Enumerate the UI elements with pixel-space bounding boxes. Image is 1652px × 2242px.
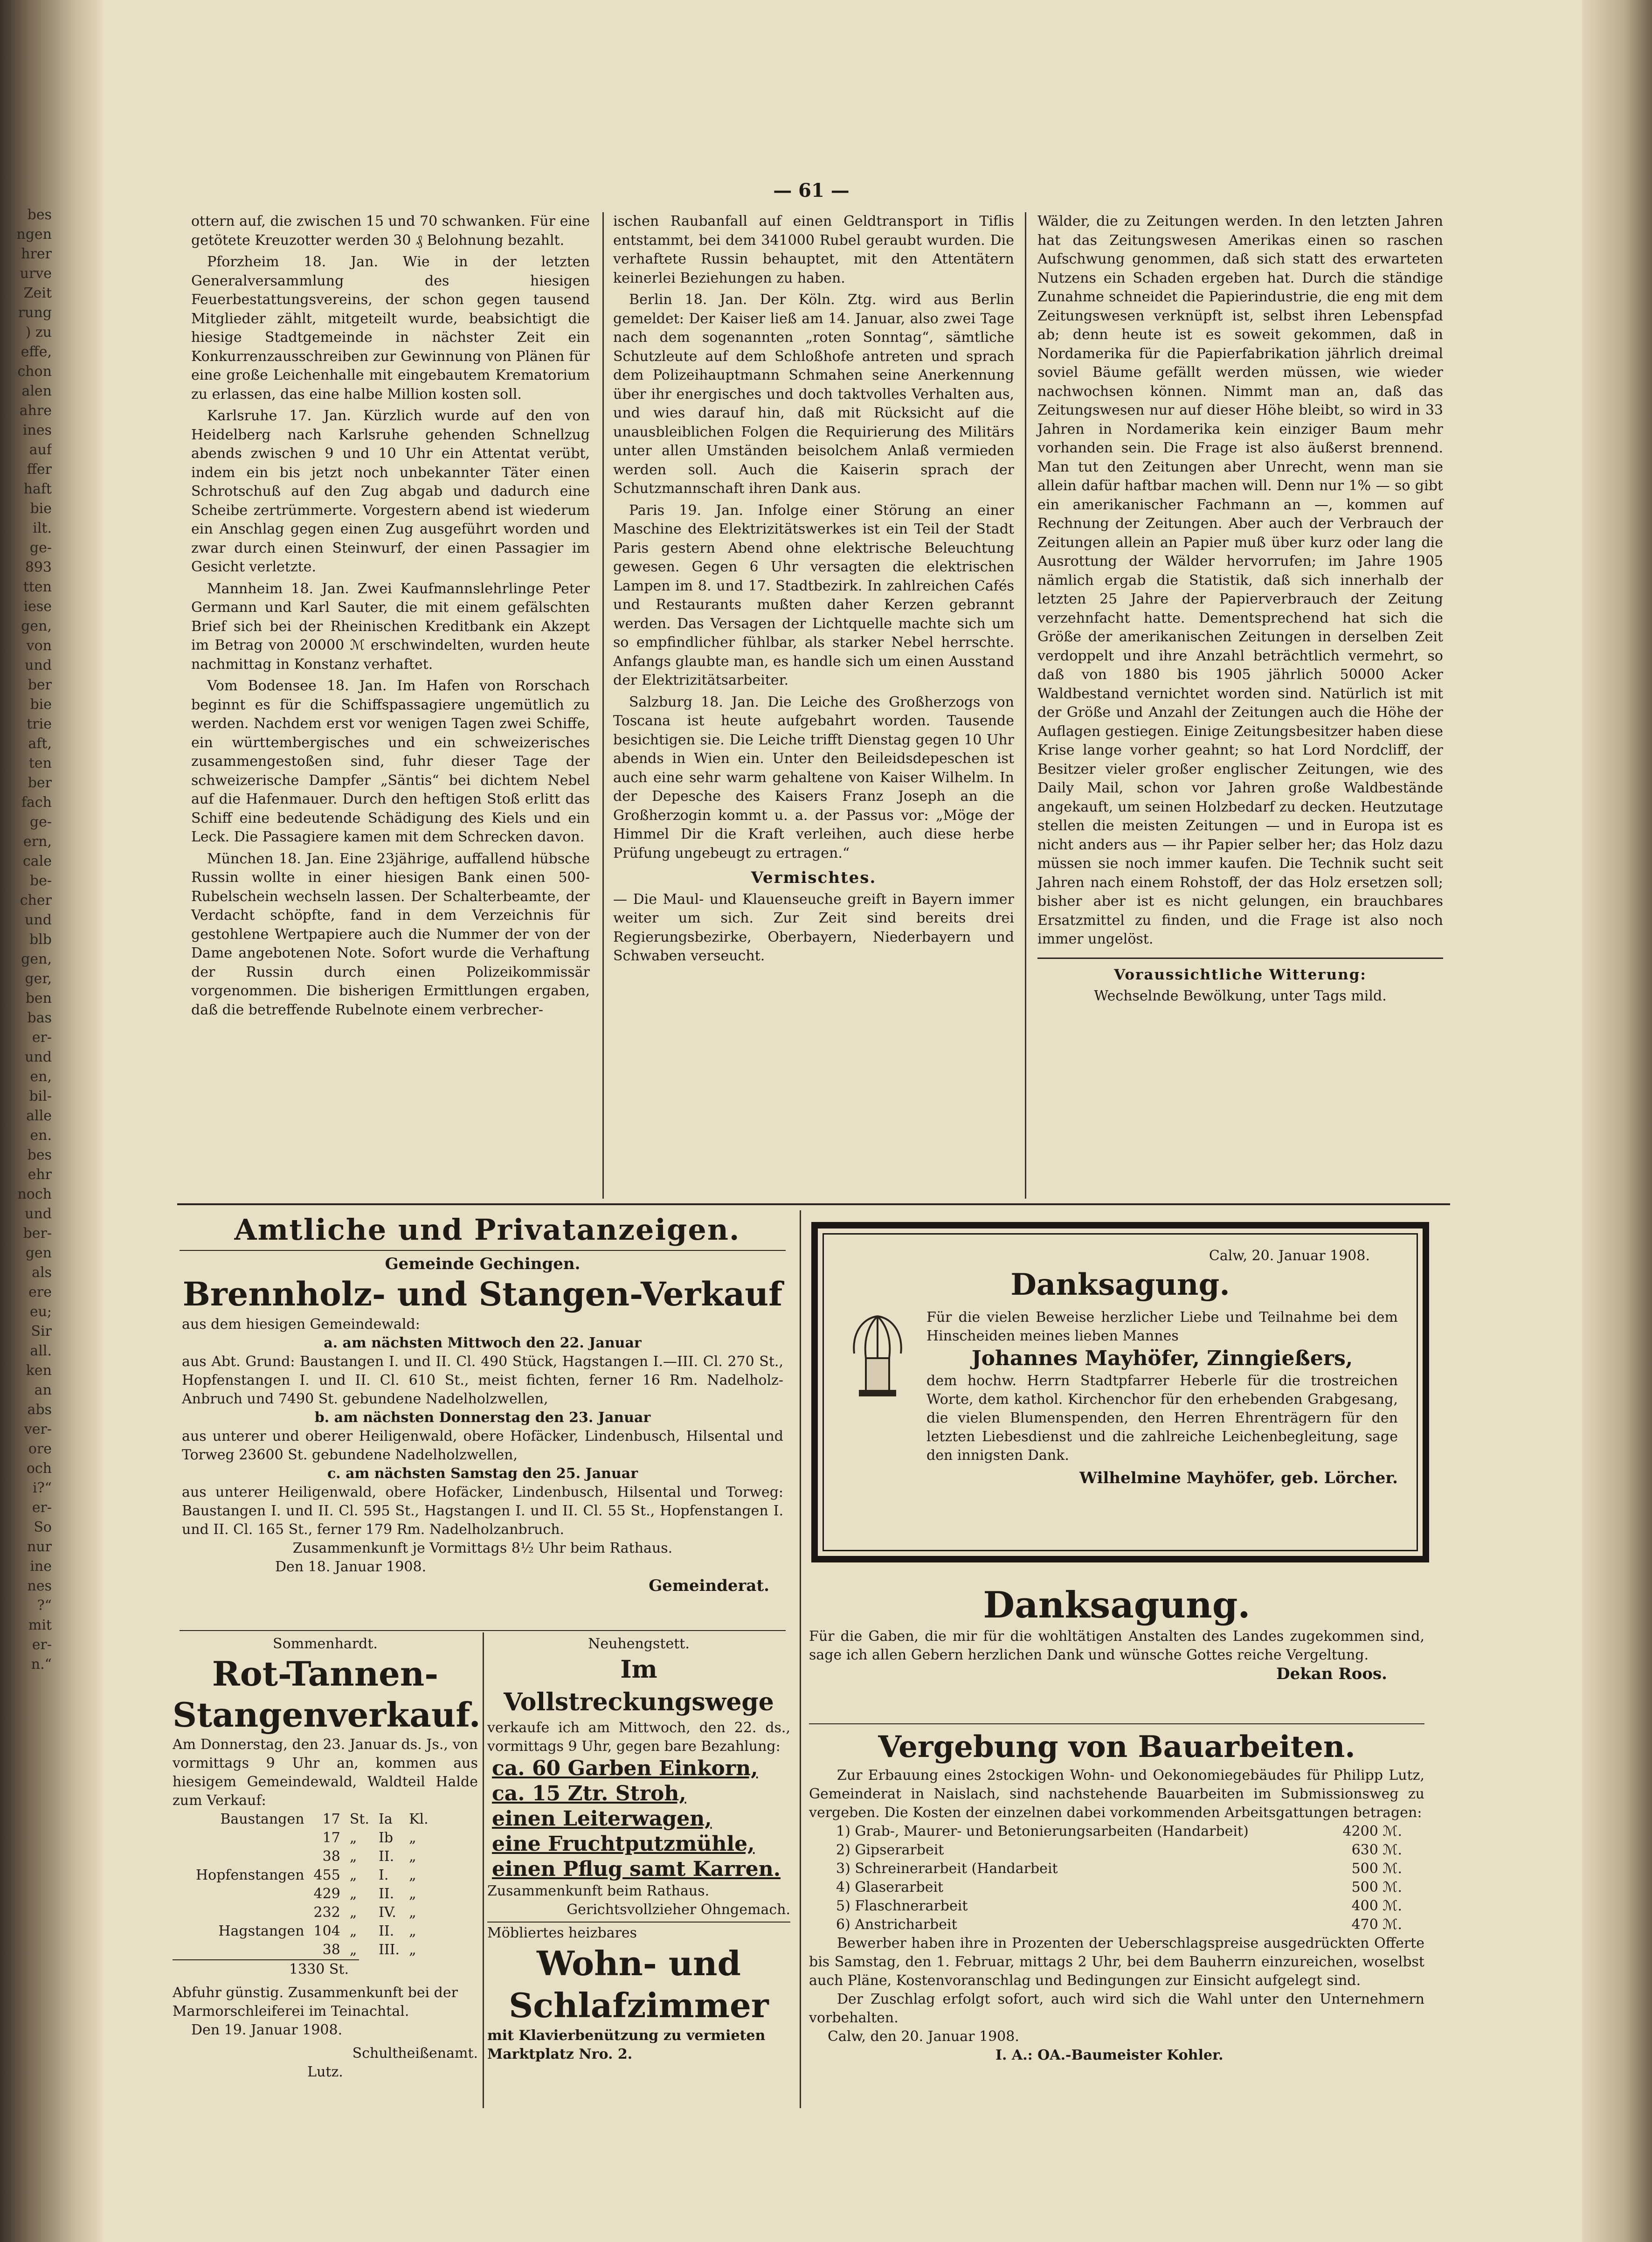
table-cell: „ bbox=[409, 1942, 416, 1958]
table-cell bbox=[191, 1847, 309, 1866]
danksagung-text-2: dem hochw. Herrn Stadtpfarrer Heberle für die trostreichen Worte, dem kathol. Kirchenchor für den erhebenden Grabgesang, die vielen Blumenspenden, den Herren Ehrenträgern für den letzten Liebesdienst und die zahlreiche Leichenbegleitung, sage den innigsten Dank. bbox=[926, 1373, 1398, 1464]
spine-fragment: noch bbox=[17, 1186, 52, 1202]
spine-fragment: alle bbox=[26, 1108, 52, 1124]
spine-fragment: hrer bbox=[21, 246, 52, 262]
spine-fragment: ver- bbox=[24, 1421, 52, 1437]
spine-fragment: gen bbox=[25, 1245, 52, 1261]
brennholz-ad bbox=[182, 1255, 783, 1595]
spine-fragment: haft bbox=[23, 481, 52, 497]
column-divider bbox=[483, 1632, 484, 2108]
table-row bbox=[191, 1866, 433, 1885]
danksagung-signature: Wilhelmine Mayhöfer, geb. Lörcher. bbox=[1079, 1469, 1398, 1487]
section-rule bbox=[177, 1203, 1450, 1205]
brennholz-date-a: a. am nächsten Mittwoch den 22. Januar bbox=[324, 1335, 642, 1351]
work-cost: 470 ℳ. bbox=[1351, 1916, 1402, 1933]
rottannen-intro: Am Donnerstag, den 23. Januar ds. Js., von vormittags 9 Uhr an, kommen aus hiesigem Gemeindewald, Waldteil Halde zum Verkauf: bbox=[173, 1736, 478, 1809]
table-cell: „ bbox=[409, 1867, 416, 1883]
article-paragraph: Wälder, die zu Zeitungen werden. In den letzten Jahren hat das Zeitungswesen Amerikas einen so raschen Aufschwung genommen, daß sich statt des erwarteten Nutzens ein Schaden ergeben hat. Durch die ständige Zunahme schneidet die Papierindustrie, die eng mit dem Zeitungswesen verknüpft ist, selbst ihren Lebenspfad ab; denn heute ist es soweit gekommen, daß in Nordamerika für die Papierfabrikation jährlich dreimal soviel Bäume gefällt werden müssen, wie wieder nachwochsen können. Nimmt man an, daß das Zeitungswesen nur auf dieser Höhe bleibt, so wird in 33 Jahren in Nordamerika kein einziger Baum mehr vorhanden sein. Die Frage ist also äußerst brennend. Man tut den Zeitungen aber Unrecht, wenn man sie allein dafür haftbar machen will. Denn nur 1% — so gibt ein amerikanischer Fachmann an —, kommen auf Rechnung der Zeitungen. Aber auch der Verbrauch der Zeitungen allein an Papier muß über kurz oder lang die Ausrottung der Wälder hervorrufen; im Jahre 1905 nämlich ergab die Statistik, daß sich innerhalb der letzten 25 Jahre der Papierverbrauch der Zeitung verzehnfacht hatte. Dementsprechend hat sich die Größe der amerikanischen Zeitungen in derselben Zeit verdoppelt und ihre Anzahl beträchtlich vermehrt, so daß von 1880 bis 1905 jährlich 50000 Acker Waldbestand vernichtet worden sind. Natürlich ist mit der Größe und Anzahl der Zeitungen auch die Höhe der Auflagen gestiegen. Einige Zeitungsbesitzer haben diese Krise lange vorher geahnt; so hat Lord Nordcliff, der Besitzer vieler großer englischer Zeitungen, wie des Daily Mail, schon vor Jahren große Waldbestände angekauft, um seinen Holzbedarf zu decken. Heutzutage stellen die meisten Zeitungen — und in Europa ist es nicht anders aus — ihr Papier selber her; das Holz dazu müssen sie noch immer kaufen. Die Technik sucht seit Jahren nach einem Rohstoff, der das Holz ersetzen soll; bisher aber ist es nicht gelungen, ein brauchbares Ersatzmittel zu finden, und die Frage ist also noch immer ungelöst. bbox=[1037, 213, 1443, 947]
spine-fragment: ge- bbox=[29, 814, 52, 830]
danksagung-roos bbox=[809, 1583, 1424, 1683]
spine-fragment: ngen bbox=[16, 226, 52, 243]
danksagung-name: Johannes Mayhöfer, Zinngießers, bbox=[971, 1347, 1353, 1370]
table-row bbox=[832, 1897, 1406, 1916]
table-row bbox=[832, 1822, 1406, 1841]
spine-fragment: ber- bbox=[23, 1225, 52, 1242]
table-row bbox=[191, 1885, 433, 1903]
spine-fragment: eu; bbox=[29, 1304, 52, 1320]
column-divider bbox=[800, 1210, 801, 2108]
table-cell: II. bbox=[378, 1923, 394, 1939]
article-paragraph: Karlsruhe 17. Jan. Kürzlich wurde auf den von Heidelberg nach Karlsruhe gehenden Schnellzug abends zwischen 9 und 10 Uhr ein Attentat verübt, indem ein bis jetzt noch unbekannter Täter einen Schrotschuß auf den Zug abgab und dadurch eine Scheibe zertrümmerte. Vorgestern abend ist wiederum ein Anschlag gegen einen Zug ausgeführt worden und zwar durch einen Steinwurf, der einen Passagier im Gesicht verletzte. bbox=[191, 408, 590, 575]
spine-fragment: fach bbox=[21, 794, 52, 811]
spine-fragment: er- bbox=[32, 1029, 52, 1046]
spine-fragment: ines bbox=[22, 422, 52, 438]
spine-fragment: auf bbox=[29, 442, 52, 458]
spine-fragment: an bbox=[34, 1382, 52, 1398]
spine-fragment: all. bbox=[30, 1343, 52, 1359]
brennholz-date: Den 18. Januar 1908. bbox=[275, 1559, 427, 1575]
vollstreckung-place: Neuhengstett. bbox=[588, 1636, 690, 1652]
spine-fragment: bie bbox=[30, 696, 52, 713]
article-paragraph: ischen Raubanfall auf einen Geldtransport in Tiflis entstammt, bei dem 341000 Rubel geraubt wurden. Die verhaftete Russin behauptet, mit den Attentätern keinerlei Beziehungen zu haben. bbox=[613, 213, 1014, 286]
rule bbox=[180, 1630, 786, 1631]
spine-fragment: ten bbox=[28, 755, 52, 771]
table-row bbox=[832, 1841, 1406, 1860]
work-item: 4) Glaserarbeit bbox=[836, 1879, 944, 1895]
rule bbox=[180, 1250, 786, 1251]
zimmer-title-1: Wohn- und bbox=[537, 1944, 741, 1983]
vergebung-intro: Zur Erbauung eines 2stockigen Wohn- und Oekonomiegebäudes für Philipp Lutz, Gemeinderat in Naislach, sind nachstehende Bauarbeiten im Submissionsweg zu vergeben. Die Kosten der einzelnen dabei vorkommenden Arbeitsgattungen betragen: bbox=[809, 1767, 1424, 1821]
brennholz-line: aus Abt. Grund: Baustangen I. und II. Cl. 490 Stück, Hagstangen I.—III. Cl. 270 St., Hopfenstangen I. und II. Cl. 610 St., meist fichten, ferner 16 Rm. Nadelholz-Anbruch und 7490 St. gebundene Nadelholzwellen, bbox=[182, 1354, 783, 1407]
table-cell: „ bbox=[409, 1830, 416, 1846]
table-cell: Ia bbox=[378, 1811, 393, 1827]
weather-heading: Voraussichtliche Witterung: bbox=[1114, 966, 1367, 983]
table-cell: Kl. bbox=[409, 1811, 429, 1827]
table-row bbox=[191, 1941, 433, 1959]
table-row bbox=[832, 1860, 1406, 1878]
brennholz-title: Brennholz- und Stangen-Verkauf bbox=[182, 1275, 783, 1313]
spine-fragment: ge- bbox=[29, 540, 52, 556]
table-cell bbox=[191, 1829, 309, 1847]
spine-fragment: So bbox=[34, 1519, 52, 1535]
spine-fragment: ahre bbox=[19, 403, 52, 419]
table-row bbox=[832, 1916, 1406, 1934]
table-cell: 38 bbox=[322, 1848, 340, 1865]
zimmer-title-2: Schlafzimmer bbox=[509, 1985, 769, 2025]
zimmer-address: Marktplatz Nro. 2. bbox=[487, 2046, 633, 2062]
spine-fragment: und bbox=[25, 1049, 52, 1065]
spine-fragment: gen, bbox=[21, 618, 52, 634]
zimmer-head: Möbliertes heizbares bbox=[487, 1925, 637, 1941]
zimmer-ad bbox=[487, 1924, 790, 2064]
spine-fragment: bes bbox=[27, 1147, 52, 1163]
danksagung-date: Calw, 20. Januar 1908. bbox=[1209, 1248, 1370, 1264]
spine-fragment: effe, bbox=[21, 344, 52, 360]
spine-fragment: mit bbox=[28, 1617, 52, 1633]
auction-item: ca. 60 Garben Einkorn, bbox=[492, 1756, 758, 1780]
rottannen-outro: Abfuhr günstig. Zusammenkunft bei der Marmorschleiferei im Teinachtal. bbox=[173, 1985, 458, 2020]
column-divider bbox=[602, 212, 604, 1199]
work-item: 6) Anstricharbeit bbox=[836, 1916, 957, 1933]
death-notice-frame bbox=[811, 1222, 1429, 1562]
danksagung-roos-text: Für die Gaben, die mir für die wohltätigen Anstalten des Landes zugekommen sind, sage ich allen Gebern herzlichen Dank und wünsche Gottes reiche Vergeltung. bbox=[809, 1628, 1424, 1663]
work-cost: 500 ℳ. bbox=[1351, 1879, 1402, 1895]
spine-fragment: cale bbox=[22, 853, 52, 869]
spine-fragment: be- bbox=[29, 873, 52, 889]
table-cell: „ bbox=[409, 1923, 416, 1939]
article-paragraph: Salzburg 18. Jan. Die Leiche des Großherzogs von Toscana ist heute aufgebahrt worden. Tausende besichtigen sie. Die Leiche trifft Dienstag gegen 10 Uhr abends in Wien ein. Unter den Beileidsdepeschen ist auch eine sehr warm gehaltene von Kaiser Wilhelm. In der Depesche des Kaisers Franz Joseph an die Großherzogin kommt u. a. der Passus vor: „Möge der Himmel Dir die Kraft verleihen, auch diese herbe Prüfung ungebeugt zu ertragen.“ bbox=[613, 694, 1014, 861]
vergebung-body-2: Der Zuschlag erfolgt sofort, auch wird sich die Wahl unter den Unternehmern vorbehalten. bbox=[809, 1991, 1424, 2026]
table-row bbox=[191, 1847, 433, 1866]
stock-table bbox=[191, 1810, 433, 1959]
auction-item: ca. 15 Ztr. Stroh, bbox=[492, 1782, 686, 1805]
rottannen-signature: Lutz. bbox=[307, 2064, 343, 2080]
table-cell: 38 bbox=[322, 1942, 340, 1958]
table-cell: I. bbox=[378, 1867, 389, 1883]
vermischtes-heading: Vermischtes. bbox=[751, 868, 877, 887]
cost-table bbox=[832, 1822, 1406, 1934]
table-cell: „ bbox=[409, 1848, 416, 1865]
vergebung-ad bbox=[809, 1728, 1424, 2065]
news-column-3 bbox=[1037, 212, 1443, 1006]
spine-fragment: ber bbox=[28, 775, 52, 791]
vermischtes-text: — Die Maul- und Klauenseuche greift in Bayern immer weiter um sich. Zur Zeit sind bereits drei Regierungsbezirke, Oberbayern, Niederbayern und Schwaben verseucht. bbox=[613, 891, 1014, 964]
spine-fragment: ken bbox=[26, 1362, 52, 1379]
article-paragraph: Paris 19. Jan. Infolge einer Störung an einer Maschine des Elektrizitätswerkes ist ein Teil der Stadt Paris gestern Abend ohne elektrische Beleuchtung gewesen. Gegen 6 Uhr versagten die elektrischen Lampen im 8. und 17. Stadtbezirk. In zahlreichen Cafés und Restaurants mußten daher Kerzen gebrannt werden. Das Versagen der Lichtquelle machte sich um so empfindlicher fühlbar, als starker Nebel herrschte. Anfangs glaubte man, es handle sich um einen Ausstand der Elektrizitätsarbeiter. bbox=[613, 502, 1014, 688]
table-cell: IV. bbox=[378, 1904, 396, 1921]
spine-fragment: und bbox=[25, 657, 52, 673]
news-column-2 bbox=[613, 212, 1014, 969]
weather-text: Wechselnde Bewölkung, unter Tags mild. bbox=[1094, 988, 1387, 1004]
spine-fragment: tten bbox=[23, 579, 52, 595]
table-cell: Baustangen bbox=[220, 1811, 304, 1827]
rottannen-place: Sommenhardt. bbox=[273, 1636, 378, 1652]
spine-fragment: gen, bbox=[21, 951, 52, 967]
vollstreckung-items bbox=[487, 1756, 790, 1882]
spine-fragment: aft, bbox=[28, 736, 52, 752]
table-cell: II. bbox=[378, 1848, 394, 1865]
vollstreckung-ad bbox=[487, 1635, 790, 1919]
brennholz-line: aus unterer und oberer Heiligenwald, obere Hofäcker, Lindenbusch, Hilsental und Torweg 23600 St. gebundene Nadelholzwellen, bbox=[182, 1428, 783, 1463]
spine-fragment: er- bbox=[32, 1499, 52, 1516]
table-row bbox=[191, 1922, 433, 1941]
vollstreckung-outro: Zusammenkunft beim Rathaus. bbox=[487, 1883, 710, 1899]
spine-fragment: 893 bbox=[25, 559, 52, 576]
spine-fragment: ine bbox=[30, 1558, 52, 1575]
table-cell: „ bbox=[349, 1942, 357, 1958]
article-paragraph: Vom Bodensee 18. Jan. Im Hafen von Rorschach beginnt es für die Schiffspassagiere ungemütlich zu werden. Nachdem erst vor wenigen Tagen zwei Schiffe, ein württembergisches und ein schweizerisches zusammengestoßen sind, fuhr dieser Tage der schweizerische Dampfer „Säntis“ bei dichtem Nebel auf die Hafenmauer. Durch den heftigen Stoß erlitt das Schiff eine bedeutende Schädigung des Kiels und ein Leck. Die Passagiere kamen mit dem Schrecken davon. bbox=[191, 678, 590, 845]
rottannen-office: Schultheißenamt. bbox=[352, 2045, 478, 2062]
article-paragraph: ottern auf, die zwischen 15 und 70 schwanken. Für eine getötete Kreuzotter werden 30 ₰ Belohnung bezahlt. bbox=[191, 213, 590, 249]
table-cell: Hagstangen bbox=[218, 1923, 304, 1939]
rule bbox=[809, 1723, 1424, 1724]
spine-fragment: von bbox=[26, 638, 52, 654]
vergebung-signature: I. A.: OA.-Baumeister Kohler. bbox=[995, 2047, 1223, 2063]
spine-fragment: blb bbox=[29, 931, 52, 948]
work-item: 2) Gipserarbeit bbox=[836, 1842, 944, 1858]
table-cell: Hopfenstangen bbox=[196, 1867, 304, 1883]
spine-fragment: trie bbox=[27, 716, 52, 732]
auction-item: eine Fruchtputzmühle, bbox=[492, 1832, 755, 1856]
brennholz-municipality: Gemeinde Gechingen. bbox=[385, 1255, 581, 1273]
vergebung-title: Vergebung von Bauarbeiten. bbox=[878, 1729, 1355, 1764]
spine-fragment: urve bbox=[20, 265, 52, 282]
work-cost: 500 ℳ. bbox=[1351, 1860, 1402, 1877]
table-cell: „ bbox=[349, 1923, 357, 1939]
spine-fragment: als bbox=[32, 1264, 52, 1281]
work-cost: 400 ℳ. bbox=[1351, 1898, 1402, 1914]
table-cell bbox=[191, 1903, 309, 1922]
table-cell: 232 bbox=[313, 1904, 340, 1921]
work-item: 1) Grab-, Maurer- und Betonierungsarbeiten (Handarbeit) bbox=[836, 1823, 1249, 1839]
spine-fragment: und bbox=[25, 912, 52, 928]
spine-fragment: Zeit bbox=[23, 285, 52, 301]
table-cell: 17 bbox=[322, 1830, 340, 1846]
spine-fragment: bes bbox=[27, 207, 52, 223]
vollstreckung-signature: Gerichtsvollzieher Ohngemach. bbox=[567, 1902, 790, 1918]
spine-fragment: cher bbox=[20, 892, 52, 909]
brennholz-date-c: c. am nächsten Samstag den 25. Januar bbox=[327, 1465, 638, 1482]
notices-heading: Amtliche und Privatanzeigen. bbox=[234, 1213, 740, 1247]
danksagung-title: Danksagung. bbox=[1010, 1267, 1230, 1302]
danksagung-mayhoefer bbox=[823, 1233, 1418, 1551]
spine-fragment: en. bbox=[30, 1127, 52, 1144]
article-paragraph: Berlin 18. Jan. Der Köln. Ztg. wird aus Berlin gemeldet: Der Kaiser ließ am 14. Januar, also zwei Tage nach dem sogenannten „roten Sonntag“, sämtliche Schutzleute auf dem Schloßhofe antreten und sprach dem Polizeihauptmann Schmahen seine Anerkennung über ihr energisches und doch taktvolles Verhalten aus, und wies darauf hin, daß mit Rücksicht auf die unausbleiblichen Folgen die Requirierung des Militärs unter allen Umständen beisolchem Anlaß vermieden werden soll. Auch die Kaiserin sprach der Schutzmannschaft ihren Dank aus. bbox=[613, 292, 1014, 497]
table-cell: Ib bbox=[378, 1830, 394, 1846]
brennholz-signature: Gemeinderat. bbox=[649, 1576, 769, 1595]
brennholz-date-b: b. am nächsten Donnerstag den 23. Januar bbox=[314, 1409, 651, 1426]
spine-fragment: ffer bbox=[27, 461, 52, 478]
danksagung-roos-title: Danksagung. bbox=[983, 1584, 1251, 1626]
table-cell: 104 bbox=[313, 1923, 340, 1939]
spine-fragment: iese bbox=[23, 598, 52, 615]
rottannen-title-1: Rot-Tannen- bbox=[212, 1654, 439, 1694]
table-cell: „ bbox=[349, 1886, 357, 1902]
page-edge bbox=[1582, 0, 1652, 2242]
spine-fragment: bie bbox=[30, 500, 52, 517]
rottannen-title-2: Stangenverkauf. bbox=[173, 1695, 481, 1735]
zimmer-text: mit Klavierbenützung zu vermieten bbox=[487, 2027, 766, 2044]
table-cell: 455 bbox=[313, 1867, 340, 1883]
rottannen-ad bbox=[173, 1635, 481, 2082]
spine-fragment: ber bbox=[28, 677, 52, 693]
spine-fragment: n.“ bbox=[31, 1656, 52, 1673]
article-paragraph: Pforzheim 18. Jan. Wie in der letzten Generalversammlung des hiesigen Feuerbestattungsvereins, der schon gegen tausend Mitglieder zählt, mitgeteilt wurde, beabsichtigt die hiesige Stadtgemeinde in nächster Zeit ein Konkurrenzausschreiben zur Gewinnung von Plänen für eine große Leichenhalle mit eingebautem Krematorium zu erlassen, das eine halbe Million kosten soll. bbox=[191, 254, 590, 403]
table-cell bbox=[191, 1885, 309, 1903]
spine-fragment: ) zu bbox=[25, 324, 52, 340]
table-cell: „ bbox=[349, 1867, 357, 1883]
memorial-urn-icon bbox=[843, 1312, 912, 1400]
vergebung-date: Calw, den 20. Januar 1908. bbox=[828, 2028, 1019, 2045]
auction-item: einen Leiterwagen, bbox=[492, 1807, 712, 1831]
spine-fragment: nes bbox=[27, 1578, 52, 1594]
spine-fragment: ehr bbox=[28, 1166, 52, 1183]
table-cell: „ bbox=[409, 1904, 416, 1921]
spine-fragment: chon bbox=[17, 363, 52, 380]
table-row bbox=[191, 1829, 433, 1847]
rule bbox=[487, 1922, 790, 1923]
danksagung-roos-signature: Dekan Roos. bbox=[1276, 1665, 1387, 1683]
spine-fragment: ilt. bbox=[33, 520, 52, 536]
table-cell: 17 bbox=[322, 1811, 340, 1827]
table-row bbox=[832, 1878, 1406, 1897]
spine-fragment: ere bbox=[28, 1284, 52, 1300]
table-cell: II. bbox=[378, 1886, 394, 1902]
danksagung-text-1: Für die vielen Beweise herzlicher Liebe und Teilnahme bei dem Hinscheiden meines lieben Mannes bbox=[926, 1309, 1398, 1344]
spine-fragment: alen bbox=[21, 383, 52, 399]
table-row bbox=[191, 1810, 433, 1829]
spine-fragment: ?“ bbox=[37, 1597, 52, 1614]
table-cell: „ bbox=[349, 1830, 357, 1846]
spine-fragment: ern, bbox=[23, 833, 52, 850]
brennholz-line: aus unterer Heiligenwald, obere Hofäcker, Lindenbusch, Hilsental und Torweg: Baustangen I. und II. Cl. 595 St., Hagstangen I. und II. Cl. 55 St., Hopfenstangen I. und II. Cl. 165 St., ferner 179 Rm. Nadelholzanbruch. bbox=[182, 1484, 783, 1538]
work-item: 3) Schreinerarbeit (Handarbeit bbox=[836, 1860, 1058, 1877]
table-cell: „ bbox=[349, 1904, 357, 1921]
spine-fragment: ger, bbox=[25, 971, 52, 987]
spine-fragment: rung bbox=[18, 305, 52, 321]
vollstreckung-title: Im Vollstreckungswege bbox=[504, 1655, 774, 1716]
spine-fragment: ore bbox=[28, 1441, 52, 1457]
table-cell: „ bbox=[409, 1886, 416, 1902]
brennholz-line: aus dem hiesigen Gemeindewald: bbox=[182, 1316, 420, 1333]
table-cell: St. bbox=[349, 1811, 369, 1827]
work-item: 5) Flaschnerarbeit bbox=[836, 1898, 968, 1914]
spine-fragment: ben bbox=[25, 990, 52, 1006]
page-number: — 61 — bbox=[773, 180, 850, 201]
table-row bbox=[191, 1903, 433, 1922]
auction-item: einen Pflug samt Karren. bbox=[492, 1857, 781, 1881]
spine-fragment: Sir bbox=[31, 1323, 52, 1340]
brennholz-meeting: Zusammenkunft je Vormittags 8½ Uhr beim Rathaus. bbox=[292, 1540, 673, 1556]
article-paragraph: München 18. Jan. Eine 23jährige, auffallend hübsche Russin wollte in einer hiesigen Bank einen 500-Rubelschein wechseln lassen. Der Schalterbeamte, der Verdacht schöpfte, fand in dem Verzeichnis für gestohlene Wertpapiere auch die Nummer der von der Dame angebotenen Note. Sofort wurde die Verhaftung der Russin durch einen Polizeikommissär vorgenommen. Die bisherigen Ermittlungen ergaben, daß die betreffende Rubelnote einem verbrecher- bbox=[191, 850, 590, 1018]
news-column-1 bbox=[191, 212, 590, 1022]
table-cell: „ bbox=[349, 1848, 357, 1865]
rottannen-date: Den 19. Januar 1908. bbox=[191, 2022, 343, 2038]
spine-fragment: er- bbox=[32, 1637, 52, 1653]
vergebung-body: Bewerber haben ihre in Prozenten der Ueberschlagspreise ausgedrückten Offerte bis Samstag, den 1. Februar, mittags 2 Uhr, bei dem Bauherrn einzureichen, woselbst auch Pläne, Kostenvoranschlag und Bedingungen zur Einsicht aufgelegt sind. bbox=[809, 1935, 1424, 1989]
spine-fragment: und bbox=[25, 1206, 52, 1222]
table-cell: 429 bbox=[313, 1886, 340, 1902]
table-cell bbox=[191, 1941, 309, 1959]
column-divider bbox=[1025, 212, 1026, 1199]
book-gutter bbox=[0, 0, 103, 2242]
spine-fragment: abs bbox=[27, 1402, 52, 1418]
table-cell: III. bbox=[378, 1942, 400, 1958]
previous-page-fragments bbox=[3, 205, 52, 1674]
rottannen-total: 1330 St. bbox=[173, 1959, 359, 1979]
spine-fragment: i?“ bbox=[32, 1480, 52, 1496]
spine-fragment: en, bbox=[30, 1069, 52, 1085]
spine-fragment: bas bbox=[27, 1010, 52, 1026]
article-paragraph: Mannheim 18. Jan. Zwei Kaufmannslehrlinge Peter Germann und Karl Sauter, die mit einem gefälschten Brief sich bei der Rheinischen Kreditbank ein Akzept im Betrag von 20000 ℳ erschwindelten, wurden heute nachmittag in Konstanz verhaftet. bbox=[191, 580, 590, 673]
spine-fragment: bil- bbox=[29, 1088, 52, 1104]
work-cost: 630 ℳ. bbox=[1351, 1842, 1402, 1858]
spine-fragment: och bbox=[26, 1460, 52, 1477]
spine-fragment: nur bbox=[27, 1539, 52, 1555]
vollstreckung-intro: verkaufe ich am Mittwoch, den 22. ds., vormittags 9 Uhr, gegen bare Bezahlung: bbox=[487, 1720, 790, 1755]
work-cost: 4200 ℳ. bbox=[1342, 1823, 1402, 1839]
